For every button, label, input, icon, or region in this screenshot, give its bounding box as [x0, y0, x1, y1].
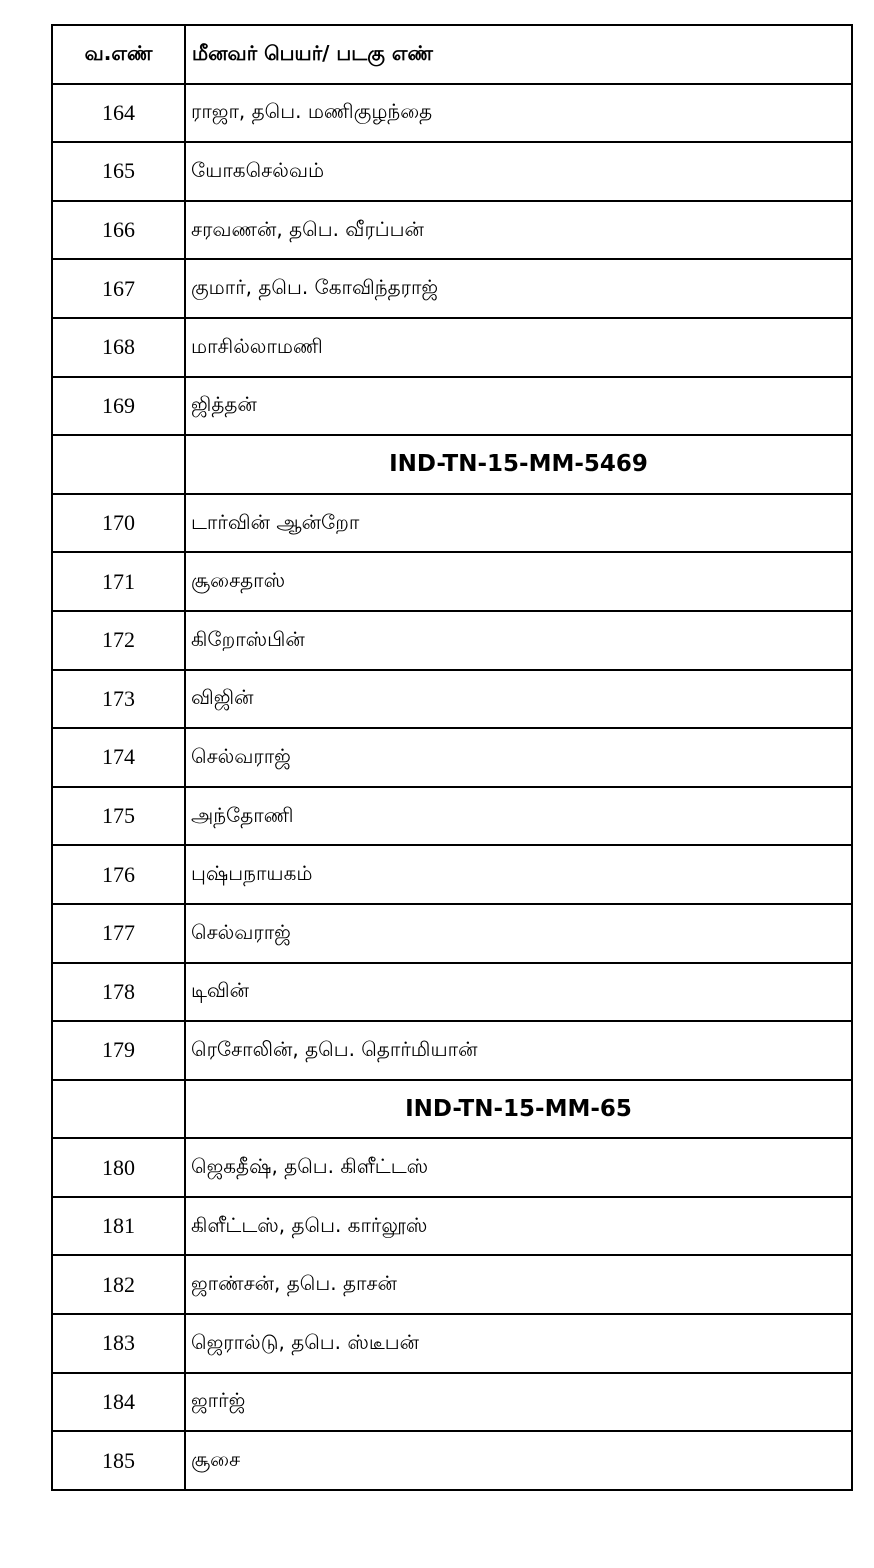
serial-number-cell: 173 [52, 670, 185, 729]
serial-number-cell: 183 [52, 1314, 185, 1373]
table-row [52, 318, 852, 377]
serial-number-cell: 167 [52, 259, 185, 318]
fisherman-name-cell: குமார், தபெ. கோவிந்தராஜ் [185, 259, 852, 318]
boat-number-cell: IND-TN-15-MM-5469 [185, 435, 852, 494]
serial-number-cell: 184 [52, 1373, 185, 1432]
fisherman-name-cell: ராஜா, தபெ. மணிகுழந்தை [185, 84, 852, 143]
boat-number-row [52, 1080, 852, 1139]
boat-number-row [52, 435, 852, 494]
fishermen-table [51, 24, 853, 1491]
fisherman-name-cell: டிவின் [185, 963, 852, 1022]
table-row [52, 670, 852, 729]
serial-number-header: வ.எண் [52, 25, 185, 84]
serial-number-cell: 179 [52, 1021, 185, 1080]
name-header: மீனவர் பெயர்/ படகு எண் [185, 25, 852, 84]
header-row [52, 25, 852, 84]
fisherman-name-cell: ஜெரால்டு, தபெ. ஸ்டீபன் [185, 1314, 852, 1373]
table-row [52, 377, 852, 436]
table-row [52, 1373, 852, 1432]
table-row [52, 1021, 852, 1080]
serial-number-cell: 177 [52, 904, 185, 963]
table-row [52, 728, 852, 787]
table-row [52, 1431, 852, 1490]
table-row [52, 845, 852, 904]
fisherman-name-cell: கிறோஸ்பின் [185, 611, 852, 670]
fisherman-name-cell: விஜின் [185, 670, 852, 729]
fisherman-name-cell: ஜெகதீஷ், தபெ. கிளீட்டஸ் [185, 1138, 852, 1197]
table-row [52, 787, 852, 846]
fisherman-name-cell: யோகசெல்வம் [185, 142, 852, 201]
serial-number-cell: 176 [52, 845, 185, 904]
fisherman-name-cell: ஜாண்சன், தபெ. தாசன் [185, 1255, 852, 1314]
fisherman-name-cell: ரெசோலின், தபெ. தொர்மியான் [185, 1021, 852, 1080]
fisherman-name-cell: மாசில்லாமணி [185, 318, 852, 377]
serial-number-cell: 180 [52, 1138, 185, 1197]
serial-number-cell: 166 [52, 201, 185, 260]
serial-number-cell [52, 1080, 185, 1139]
boat-number-cell: IND-TN-15-MM-65 [185, 1080, 852, 1139]
serial-number-cell: 171 [52, 552, 185, 611]
fisherman-name-cell: செல்வராஜ் [185, 728, 852, 787]
table-row [52, 494, 852, 553]
fisherman-name-cell: ஜித்தன் [185, 377, 852, 436]
fisherman-name-cell: செல்வராஜ் [185, 904, 852, 963]
table-row [52, 84, 852, 143]
serial-number-cell: 164 [52, 84, 185, 143]
serial-number-cell: 165 [52, 142, 185, 201]
fisherman-name-cell: டார்வின் ஆன்றோ [185, 494, 852, 553]
table-row [52, 142, 852, 201]
fisherman-name-cell: புஷ்பநாயகம் [185, 845, 852, 904]
table-row [52, 1197, 852, 1256]
fisherman-name-cell: சரவணன், தபெ. வீரப்பன் [185, 201, 852, 260]
table-body [52, 84, 852, 1490]
serial-number-cell [52, 435, 185, 494]
serial-number-cell: 170 [52, 494, 185, 553]
table-row [52, 259, 852, 318]
serial-number-cell: 181 [52, 1197, 185, 1256]
table-row [52, 904, 852, 963]
serial-number-cell: 172 [52, 611, 185, 670]
serial-number-cell: 178 [52, 963, 185, 1022]
table-row [52, 1314, 852, 1373]
serial-number-cell: 168 [52, 318, 185, 377]
fisherman-name-cell: கிளீட்டஸ், தபெ. கார்லூஸ் [185, 1197, 852, 1256]
fisherman-name-cell: சூசைதாஸ் [185, 552, 852, 611]
fisherman-name-cell: சூசை [185, 1431, 852, 1490]
table-row [52, 611, 852, 670]
table-row [52, 1255, 852, 1314]
table-row [52, 963, 852, 1022]
fisherman-name-cell: அந்தோணி [185, 787, 852, 846]
table-row [52, 201, 852, 260]
serial-number-cell: 169 [52, 377, 185, 436]
table-row [52, 552, 852, 611]
serial-number-cell: 182 [52, 1255, 185, 1314]
serial-number-cell: 174 [52, 728, 185, 787]
table-row [52, 1138, 852, 1197]
serial-number-cell: 175 [52, 787, 185, 846]
serial-number-cell: 185 [52, 1431, 185, 1490]
fisherman-name-cell: ஜார்ஜ் [185, 1373, 852, 1432]
